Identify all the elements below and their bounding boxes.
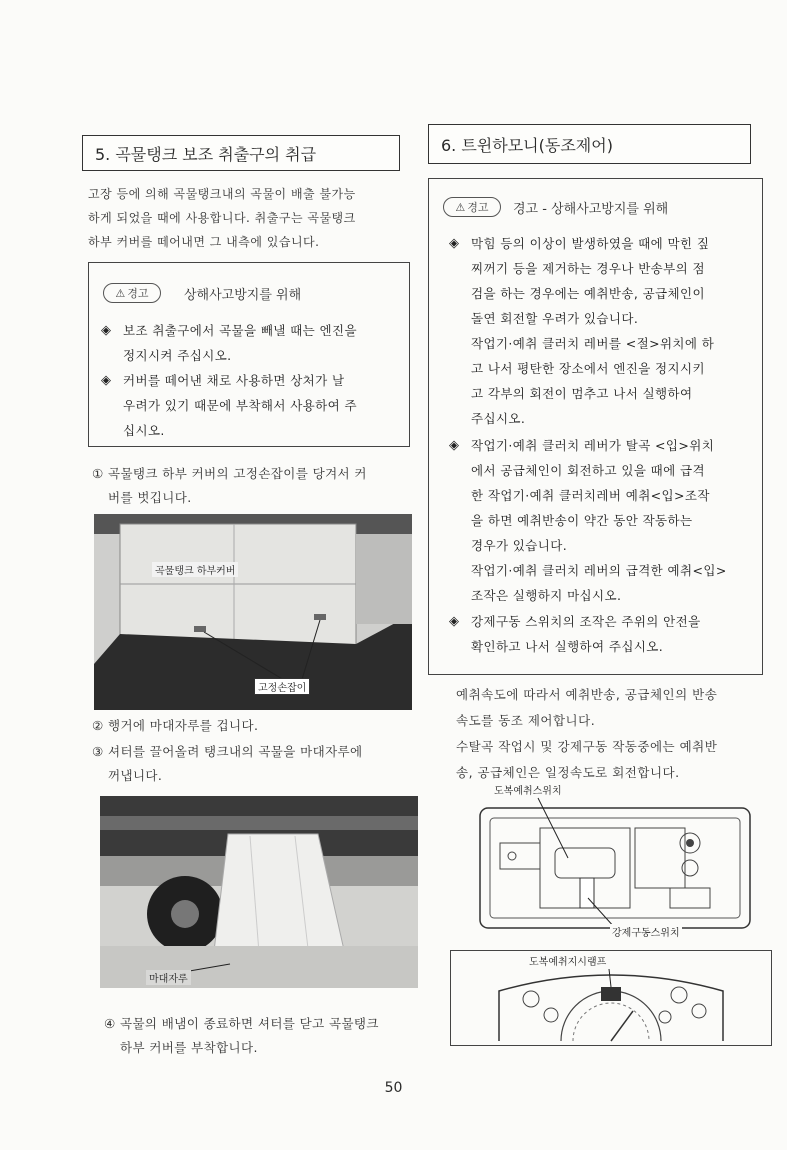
label-grain-bag: 마대자루 [146, 970, 191, 985]
warning-item: ◈ 막힘 등의 이상이 발생하였을 때에 막힌 짚 찌꺼기 등을 제거하는 경우나 반송부의 점 검을 하는 경우에는 예취반송, 공급체인이 돌연 회전할 우려가 있습니다. 작업기·예취 클러치 레버를 <절>위치에 하 고 나서 평탄한 장소에서 엔진을 정지시키 고 각부의 회전이 멈추고 나서 실행하여 주십시오. [471, 231, 757, 431]
section-5-title: 5. 곡물탱크 보조 취출구의 취급 [82, 135, 400, 171]
panel-drawing [470, 788, 764, 940]
section-6-paragraph: 예취속도에 따라서 예취반송, 공급체인의 반송 속도를 동조 제어합니다. 수탈곡 작업시 및 강제구동 작동중에는 예취반 송, 공급체인은 일정속도로 회전합니다. [456, 687, 718, 780]
diamond-bullet-icon: ◈ [101, 323, 112, 338]
diamond-bullet-icon: ◈ [101, 373, 112, 388]
grain-tank-cover-photo [94, 514, 412, 710]
warning-item: ◈ 작업기·예취 클러치 레버가 탈곡 <입>위치 에서 공급체인이 회전하고 있을 때에 급격 한 작업기·예취 클러치레버 예취<입>조작 을 하면 예취반송이 약간 동안 작동하는 경우가 있습니다. 작업기·예취 클러치 레버의 급격한 예취<입> 조작은 실행하지 마십시오. [471, 433, 757, 608]
step-2: ② 행거에 마대자루를 겁니다. [92, 718, 259, 733]
label-lodging-indicator-lamp: 도복예취지시램프 [527, 953, 608, 968]
diamond-bullet-icon: ◈ [449, 438, 460, 453]
diamond-bullet-icon: ◈ [449, 614, 460, 629]
warning-triangle-icon: ⚠ [115, 286, 126, 300]
photo-drawing [100, 796, 418, 988]
label-force-drive-switch: 강제구동스위치 [610, 924, 682, 939]
photo-drawing [94, 514, 412, 710]
gauge-drawing [451, 951, 771, 1045]
warning-item: ◈ 보조 취출구에서 곡물을 빼낼 때는 엔진을 정지시켜 주십시오. [123, 318, 403, 368]
warning-heading: 경고 - 상해사고방지를 위해 [513, 202, 669, 217]
right-warning-box [428, 178, 763, 675]
page-number: 50 [384, 1080, 403, 1096]
section-6-title: 6. 트윈하모니(동조제어) [428, 124, 751, 164]
switch-panel-figure [470, 788, 764, 940]
label-fixing-handle: 고정손잡이 [254, 678, 310, 695]
label-lodging-switch: 도복예취스위치 [492, 782, 564, 797]
label-tank-cover: 곡물탱크 하부커버 [152, 562, 238, 577]
warning-item: ◈ 커버를 떼어낸 채로 사용하면 상처가 날 우려가 있기 때문에 부착해서 사용하여 주 십시오. [123, 368, 403, 443]
warning-badge: ⚠ 경고 [443, 197, 501, 217]
warning-heading: 상해사고방지를 위해 [184, 288, 302, 303]
warning-triangle-icon: ⚠ [455, 200, 466, 214]
grain-bag-photo [100, 796, 418, 988]
step-4: ④ 곡물의 배냄이 종료하면 셔터를 닫고 곡물탱크 하부 커버를 부착합니다. [104, 1016, 379, 1055]
step-1: ① 곡물탱크 하부 커버의 고정손잡이를 당겨서 커 버를 벗깁니다. [92, 466, 367, 505]
diamond-bullet-icon: ◈ [449, 236, 460, 251]
left-warning-box [88, 262, 410, 447]
section-5-intro: 고장 등에 의해 곡물탱크내의 곡물이 배출 불가능 하게 되었을 때에 사용합니다. 취출구는 곡물탱크 하부 커버를 떼어내면 그 내측에 있습니다. [88, 187, 356, 249]
warning-badge: ⚠ 경고 [103, 283, 161, 303]
indicator-lamp-figure [450, 950, 772, 1046]
warning-item: ◈ 강제구동 스위치의 조작은 주위의 안전을 확인하고 나서 실행하여 주십시오. [471, 609, 757, 659]
step-3: ③ 셔터를 끌어올려 탱크내의 곡물을 마대자루에 꺼냅니다. [92, 744, 363, 783]
